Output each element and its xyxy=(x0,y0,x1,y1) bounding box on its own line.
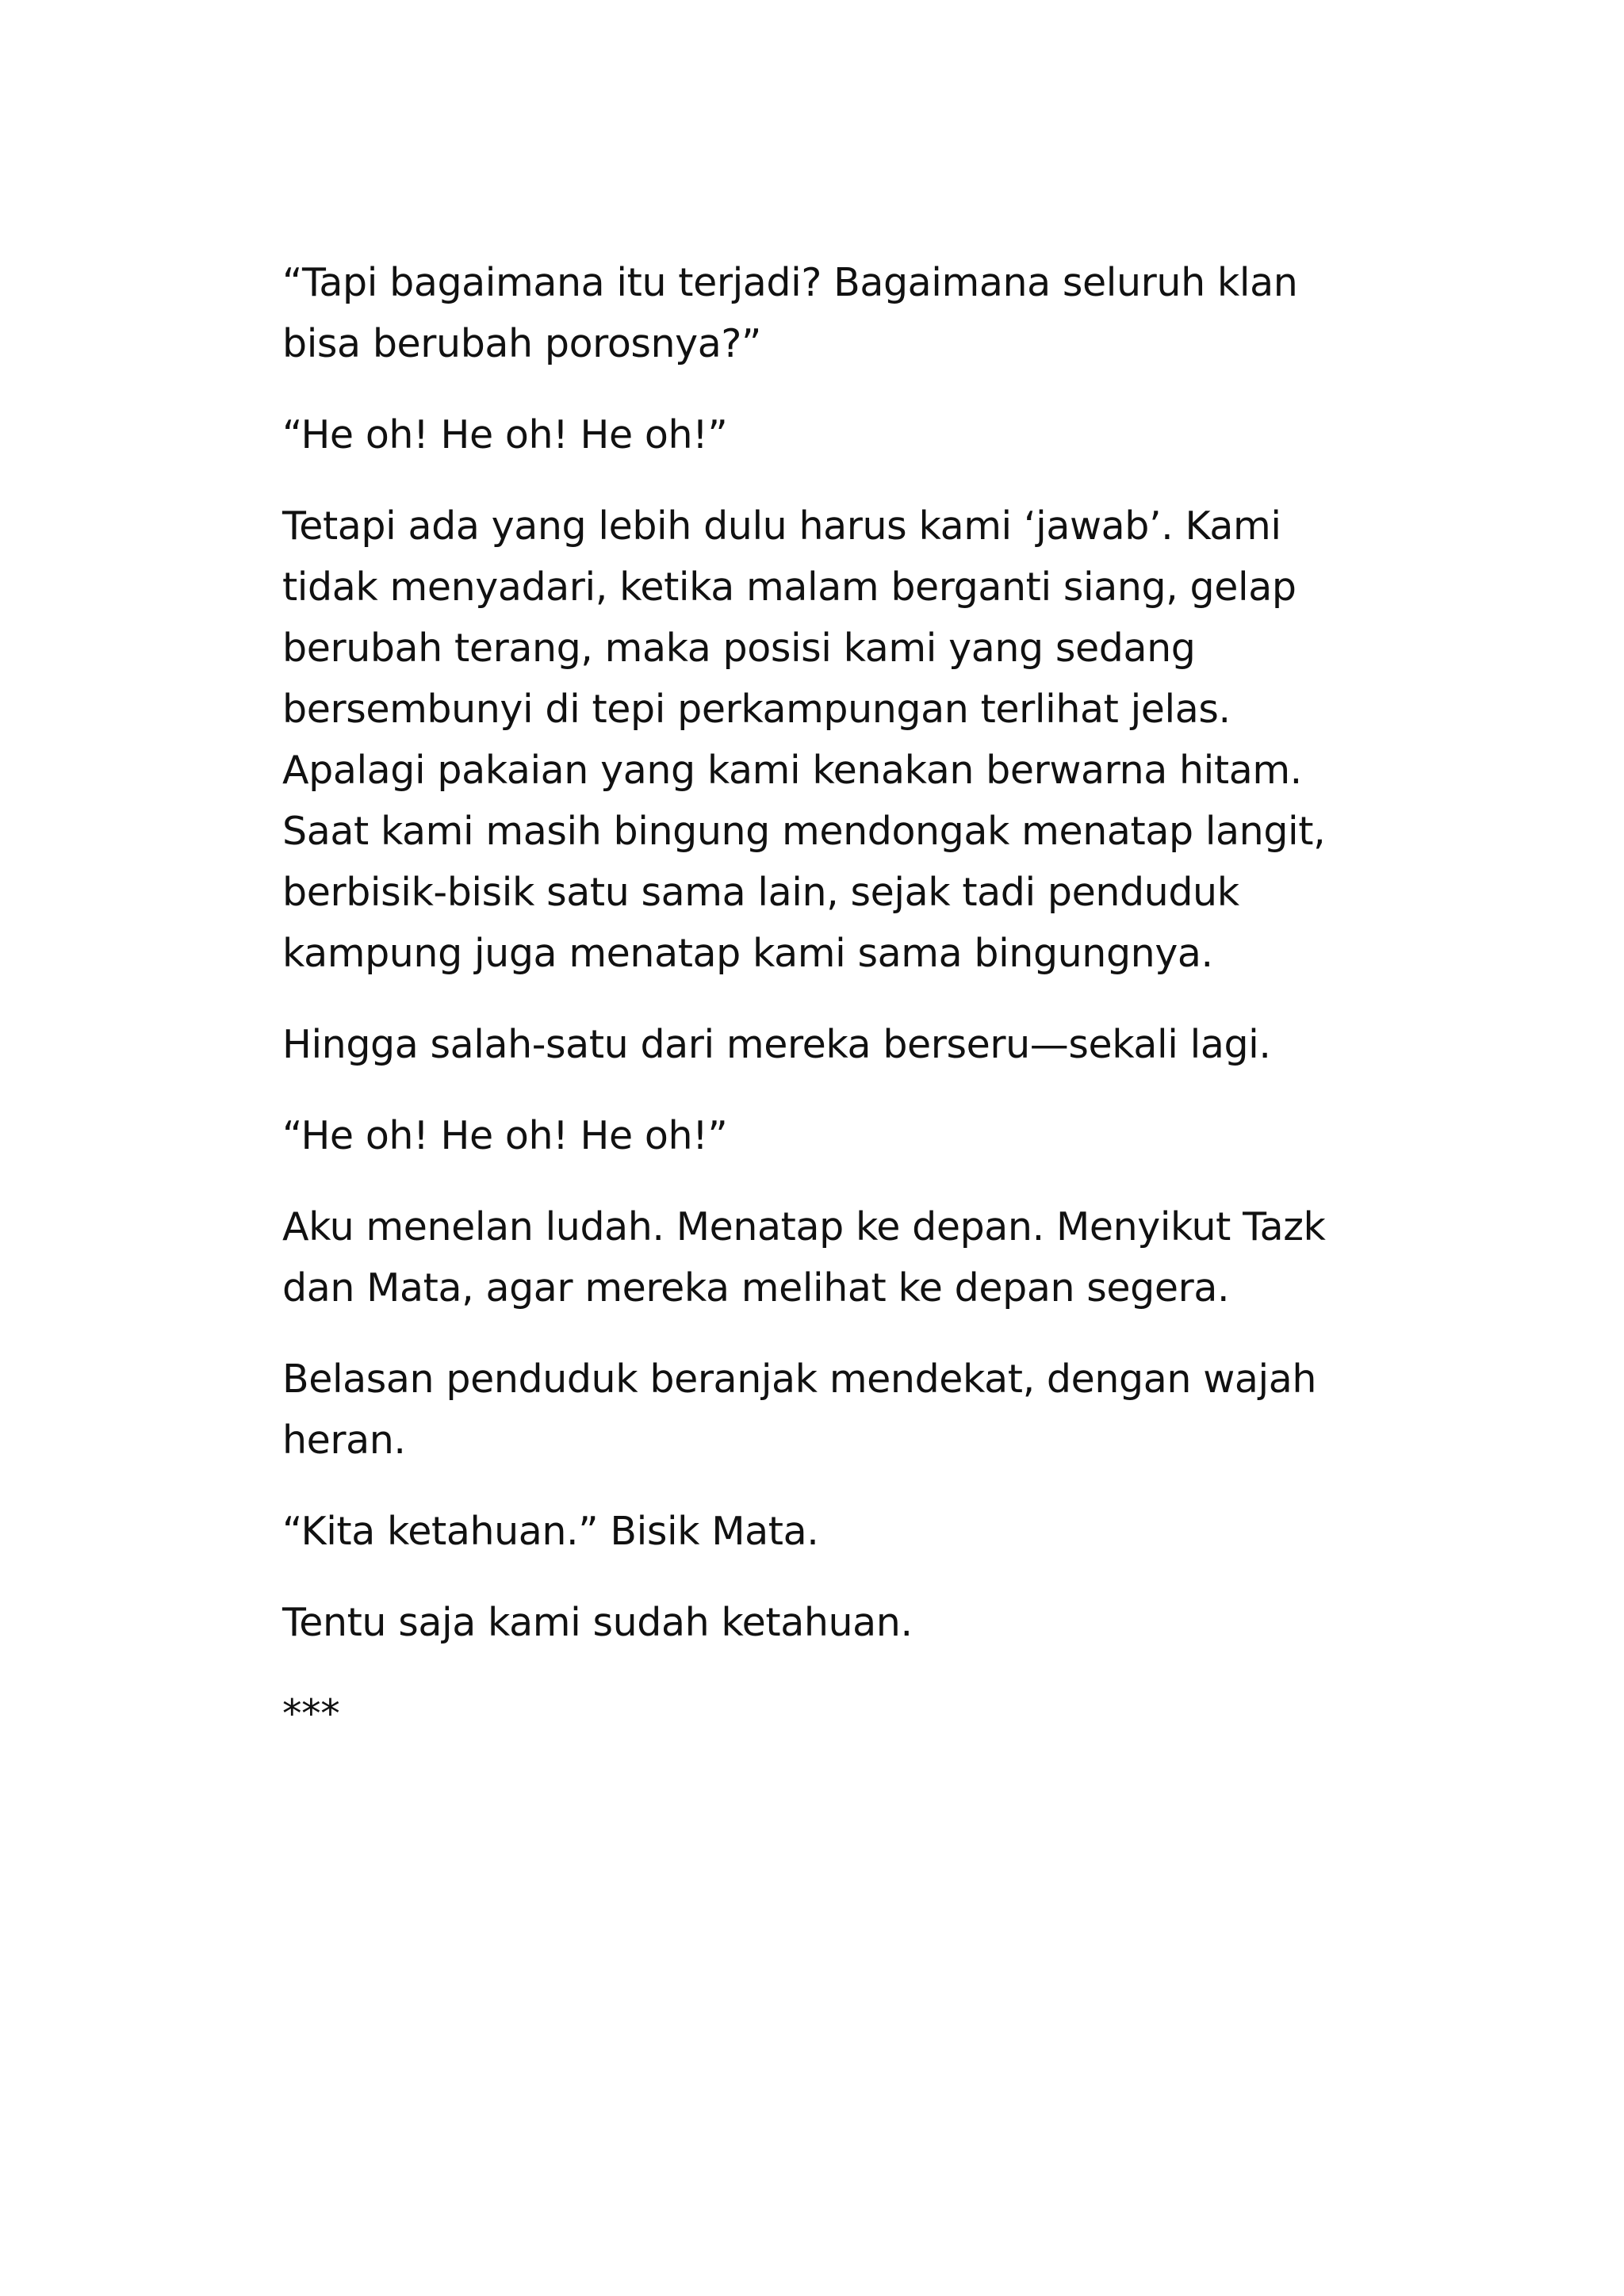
text-line: dan Mata, agar mereka melihat ke depan segera. xyxy=(282,1265,1230,1311)
text-line: Hingga salah-satu dari mereka berseru—sekali lagi. xyxy=(282,1022,1271,1067)
paragraph-8 xyxy=(282,1501,1345,1562)
paragraph-6 xyxy=(282,1196,1345,1318)
paragraph-2 xyxy=(282,404,1345,465)
text-line: Tentu saja kami sudah ketahuan. xyxy=(282,1600,913,1645)
paragraph-5 xyxy=(282,1105,1345,1166)
body-text xyxy=(282,252,1345,1774)
text-line: Aku menelan ludah. Menatap ke depan. Menyikut Tazk xyxy=(282,1204,1326,1249)
text-line: Saat kami masih bingung mendongak menatap langit, xyxy=(282,809,1326,854)
paragraph-4 xyxy=(282,1014,1345,1075)
paragraph-3 xyxy=(282,496,1345,984)
text-line: kampung juga menatap kami sama bingungnya. xyxy=(282,931,1213,976)
scene-break xyxy=(282,1683,1345,1744)
text-line: Tetapi ada yang lebih dulu harus kami ‘jawab’. Kami xyxy=(282,503,1281,549)
text-line: tidak menyadari, ketika malam berganti siang, gelap xyxy=(282,564,1297,610)
text-line: berubah terang, maka posisi kami yang sedang xyxy=(282,626,1196,671)
text-line: “He oh! He oh! He oh!” xyxy=(282,1113,728,1158)
text-line: *** xyxy=(282,1691,340,1736)
text-line: bisa berubah porosnya?” xyxy=(282,321,761,366)
text-line: berbisik-bisik satu sama lain, sejak tadi penduduk xyxy=(282,870,1239,915)
text-line: “Kita ketahuan.” Bisik Mata. xyxy=(282,1509,819,1554)
text-line: Apalagi pakaian yang kami kenakan berwarna hitam. xyxy=(282,748,1302,793)
text-line: “He oh! He oh! He oh!” xyxy=(282,412,728,457)
text-line: heran. xyxy=(282,1418,406,1463)
text-line: Belasan penduduk beranjak mendekat, dengan wajah xyxy=(282,1357,1316,1402)
paragraph-1 xyxy=(282,252,1345,374)
paragraph-9 xyxy=(282,1592,1345,1653)
text-line: bersembunyi di tepi perkampungan terlihat jelas. xyxy=(282,687,1231,732)
text-line: “Tapi bagaimana itu terjadi? Bagaimana seluruh klan xyxy=(282,260,1298,305)
paragraph-7 xyxy=(282,1349,1345,1471)
